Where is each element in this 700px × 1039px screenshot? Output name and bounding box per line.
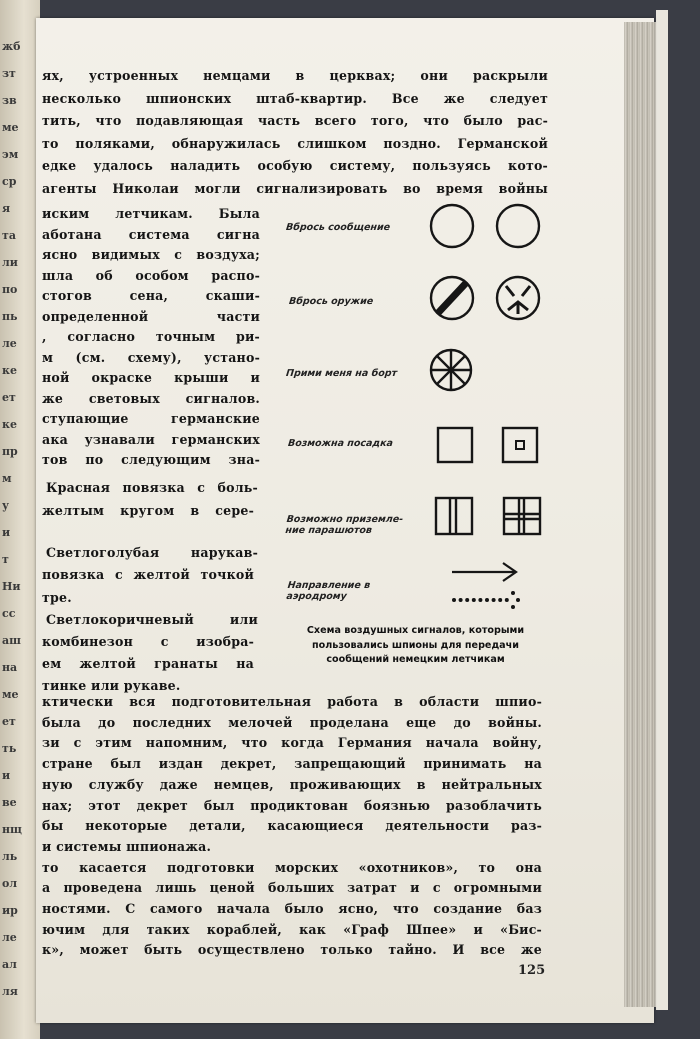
signal-label: Возможна посадка [287,438,394,449]
signal-label: Возможно приземле-ние парашютов [284,514,404,536]
square-dot-center [516,441,524,449]
text-line: ака узнавали германских [42,431,260,447]
dot-arrow-dot [505,598,509,602]
text-line: ючим для таких кораблей, как «Граф Шпее» и «Бис- [42,921,542,937]
text-line: ную службу даже немцев, проживающих в нейтральных [42,776,542,792]
list-item-line: Светлоголубая нарукав- [46,545,258,560]
previous-page-fragment: ме [2,688,19,701]
text-line: тов по следующим зна- [42,452,260,467]
previous-page-fragment: ет [2,715,16,728]
previous-page-fragment: и [2,526,11,539]
dot-arrow-dot [511,591,515,595]
dot-arrow-dot [465,598,469,602]
text-line: иским летчикам. Была [42,206,260,221]
previous-page-fragment: ал [2,958,17,971]
text-line: и системы шпионажа. [42,838,212,854]
text-line: тить, что подавляющая часть всего того, что было рас- [42,113,548,128]
text-line: бы некоторые детали, касающиеся деятельности раз- [42,818,542,834]
dot-arrow-dot [472,598,476,602]
text-line: то касается подготовки морских «охотников», то она [42,859,542,875]
text-line: а проведена лишь ценой больших затрат и с огромными [42,880,542,896]
previous-page-fragment: ве [2,796,17,809]
previous-page-fragment: ол [2,877,18,890]
dot-arrow-dot [459,598,463,602]
previous-page-fragment: ет [2,391,16,404]
text-line: к», может быть осуществлено только тайно. И все же [42,942,542,958]
text-line: ктически вся подготовительная работа в области шпио- [42,694,542,709]
previous-page-fragment: м [2,472,12,485]
caption-line: пользовались шпионы для передачи [312,639,519,651]
slash-mark [438,283,466,313]
signal-label: Вбрось оружие [288,296,374,307]
previous-page-fragment: ср [2,175,17,188]
previous-page-fragment: по [2,283,18,296]
previous-page-fragment: ир [2,904,18,917]
previous-page-fragment: Ни [2,580,21,593]
hatch-mark [506,286,530,314]
square-bars-symbol [436,498,472,534]
previous-page-fragment: эм [2,148,19,161]
text-line: же световых сигналов. [42,390,260,406]
dot-arrow-dot [498,598,502,602]
previous-page-fragment: та [2,229,16,242]
text-line: то поляками, обнаружилась слишком поздно. Германской [42,135,548,151]
text-line: ясно видимых с воздуха; [42,247,260,262]
dot-arrow-dot [478,598,482,602]
text-line: агенты Николаи могли сигнализировать во время войны [42,180,548,196]
dot-arrow-dot [511,605,515,609]
previous-page-fragment: я [2,202,11,215]
dot-arrow-dot [485,598,489,602]
square-cross-symbol [504,498,540,534]
text-line: была до последних мелочей проделана еще до войны. [42,714,542,730]
previous-page-fragment: жб [2,40,21,53]
caption-line: Схема воздушных сигналов, которыми [306,625,525,636]
list-item-line: тре. [42,590,72,605]
text-line: нах; этот декрет был продиктован боязнью разоблачить [42,797,542,813]
text-line: ях, устроенных немцами в церквах; они раскрыли [42,68,548,83]
text-line: м (см. схему), устано- [42,349,260,365]
list-item-line: желтым кругом в сере- [42,503,254,518]
previous-page-fragment: и [2,769,11,782]
previous-page-fragment: ме [2,121,19,134]
previous-page-fragment: пр [2,445,18,458]
signal-label: Направление в аэродрому [285,580,371,602]
circle-symbol [431,205,473,247]
previous-page-fragment: ле [2,931,17,944]
text-line: определенной части [42,308,260,324]
previous-page-fragment: т [2,553,9,566]
previous-page-fragment: зв [2,94,17,107]
list-item-line: Красная повязка с боль- [46,480,258,495]
previous-page-fragment: ле [2,337,17,350]
previous-page-fragment: ля [2,985,18,998]
text-line: , согласно точным ри- [42,329,260,344]
dot-arrow-dot [452,598,456,602]
text-line: стогов сена, скаши- [42,288,260,303]
text-line: ностями. С самого начала было ясно, что создание баз [42,901,542,916]
previous-page-fragment: пь [2,310,18,323]
text-line: ступающие германские [42,411,260,426]
dot-arrow-dot [516,598,520,602]
previous-page-fragment: на [2,661,18,674]
previous-page-fragment: ль [2,850,18,863]
previous-page-fragment: зт [2,67,16,80]
list-item-line: комбинезон с изобра- [42,634,254,649]
dot-arrow-dot [492,598,496,602]
previous-page-fragment: ке [2,418,17,431]
text-line: зи с этим напомним, что когда Германия начала войну, [42,735,542,751]
text-line: ной окраске крыши и [42,370,260,385]
signal-label: Прими меня на борт [285,368,398,379]
square-dot-symbol [503,428,537,462]
signal-label: Вбрось сообщение [285,222,391,233]
square-symbol [438,428,472,462]
previous-page-fragment: ть [2,742,17,755]
text-line: аботана система сигна [42,226,260,242]
list-item-line: ем желтой гранаты на [42,656,254,671]
previous-page-fragment: аш [2,634,21,647]
text-line: стране был издан декрет, запрещающий принимать на [42,756,542,772]
text-line: едке удалось наладить особую систему, пользуясь кото- [42,158,548,173]
list-item-line: повязка с желтой точкой [42,567,254,582]
circle-symbol [497,205,539,247]
text-line: шла об особом распо- [42,267,260,283]
previous-page-fragment: нщ [2,823,22,836]
previous-page-fragment: ли [2,256,18,269]
page-number: 125 [518,963,546,978]
previous-page-fragment: сс [2,607,16,620]
previous-page-fragment: у [2,499,10,512]
list-item-line: тинке или рукаве. [42,678,181,693]
previous-page-fragment: ке [2,364,17,377]
text-line: несколько шпионских штаб-квартир. Все же следует [42,90,548,106]
caption-line: сообщений немецким летчикам [326,654,505,665]
list-item-line: Светлокоричневый или [46,612,258,627]
diagram-caption [283,624,548,668]
